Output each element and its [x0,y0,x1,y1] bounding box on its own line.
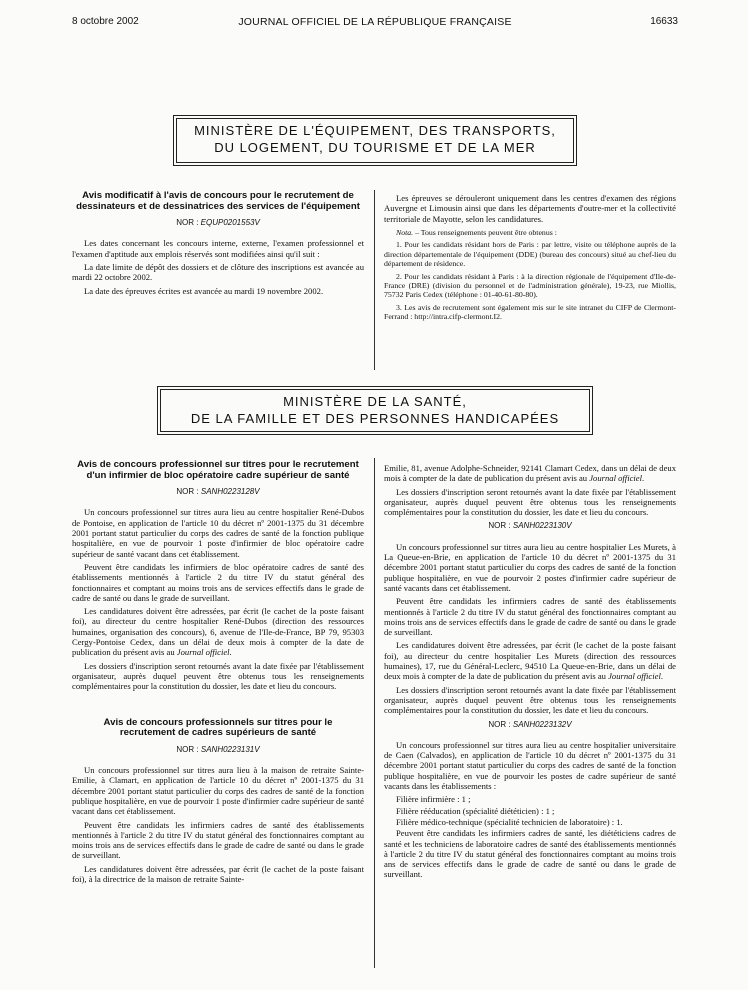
journal-title: JOURNAL OFFICIEL DE LA RÉPUBLIQUE FRANÇAISE [238,16,512,28]
ministry-heading-equipement [176,118,574,163]
paragraph: La date des épreuves écrites est avancée au mardi 19 novembre 2002. [84,285,324,296]
nor-reference: NOR : EQUP0201553V [176,218,260,228]
nor-reference: NOR : SANH0223131V [176,744,260,754]
nota-line: Nota. – Tous renseignements peuvent être obtenus : [396,227,557,237]
paragraph: Peuvent être candidats les infirmiers cadres de santé des établissements mentionnés à l'article 2 du titre IV du statut général des fonctionnaires comptant au moins trois ans de services effectifs dans le grade de cadre de santé ou dans le grade de surveillant. [384,596,676,638]
paragraph: Emilie, 81, avenue Adolphe-Schneider, 92141 Clamart Cedex, dans un délai de deux mois à compter de la date de publication du présent avis au Journal officiel. [384,463,676,484]
ministry-line: MINISTÈRE DE L'ÉQUIPEMENT, DES TRANSPORTS, [194,123,556,138]
nota-item: 2. Pour les candidats résidant à Paris : à la direction régionale de l'équipement d'Ile-de-France (DRE) (division du personnel et de l'administration générale), 19-23, rue Miollis, 75732 Paris Cedex (téléphone : 01-40-61-80-80). [384,271,676,300]
paragraph: Les dossiers d'inscription seront retournés avant la date fixée par l'établissement organisateur, auprès duquel peuvent être obtenus tous les renseignements complémentaires pour la constitution du dossier, les date et lieu du concours. [384,486,676,518]
paragraph: Les épreuves se dérouleront uniquement dans les centres d'examen des régions Auvergne et Limousin ainsi que dans les départements d'outre-mer et la collectivité territoriale de Mayotte, selon les candidatures. [384,193,676,224]
column-divider [374,190,375,370]
paragraph: Un concours professionnel sur titres aura lieu au centre hospitalier universitaire de Caen (Calvados), en application de l'article 10 du décret nº 2001-1375 du 31 décembre 2001 portant statut particulier du corps des cadres de santé de la fonction publique hospitalière, en vue de pourvoir les postes de cadre supérieur de santé vacants dans les établissements : [384,739,676,792]
list-item: Filière médico-technique (spécialité technicien de laboratoire) : 1. [396,816,623,827]
nor-reference: NOR : SANH0223128V [176,487,260,497]
nor-reference: NOR : SANH0223130V [488,521,572,531]
avis3-column-right [384,463,676,883]
notice-title: Avis de concours professionnels sur titres pour le recrutement de cadres supérieurs de santé [103,716,333,739]
avis1-column-left [72,191,364,299]
paragraph: Un concours professionnel sur titres aura lieu à la maison de retraite Sainte-Emilie, à Clamart, en application de l'article 10 du décret nº 2001-1375 du 31 décembre 2001 portant statut particulier du corps des cadres de santé de la fonction publique hospitalière, en vue de pourvoir 1 poste d'infirmier cadre supérieur de santé vacant dans cet établissement. [72,765,364,817]
ministry-heading-sante [160,389,590,432]
paragraph: Les candidatures doivent être adressées, par écrit (le cachet de la poste faisant foi), à la directrice de la maison de retraite Sainte- [72,863,364,884]
paragraph: Peuvent être candidats les infirmiers cadres de santé, les diététiciens cadres de santé et les techniciens de laboratoire cadres de santé des établissements mentionnés à l'article 2 du titre IV du statut général des fonctionnaires comptant au moins trois ans de services effectifs dans le grade de cadre de santé ou dans le grade de surveillant. [384,828,676,880]
ministry-line: DU LOGEMENT, DU TOURISME ET DE LA MER [214,140,536,155]
journal-officiel-ref: Journal officiel [589,473,642,484]
nor-code: SANH0223131V [200,744,260,754]
journal-officiel-ref: Journal officiel [176,647,230,658]
nor-code: SANH0223130V [512,521,572,531]
paragraph: Les candidatures doivent être adressées, par écrit (le cachet de la poste faisant foi), au directeur du centre hospitalier René-Dubos (direction des ressources humaines, organisation des concours), 6, avenue de l'Ile-de-France, BP 79, 95303 Cergy-Pontoise Cedex, dans un délai de deux mois à compter de la date de publication du présent avis au Journal officiel. [72,606,364,658]
page-number: 16633 [650,16,678,27]
avis2-column-left [72,460,364,887]
notice-title: Avis modificatif à l'avis de concours pour le recrutement de dessinateurs et de dessinatrices des services de l'équipement [76,190,360,212]
paragraph: Un concours professionnel sur titres aura lieu au centre hospitalier René-Dubos de Pontoise, en application de l'article 10 du décret nº 2001-1375 du 31 décembre 2001 portant statut particulier du corps des cadres de santé de la fonction publique hospitalière, en vue de pourvoir 1 poste d'infirmier de bloc opératoire cadre supérieur de santé vacant dans cet établissement. [72,507,364,559]
list-item: Filière infirmière : 1 ; [396,794,471,805]
list-item: Filière rééducation (spécialité diététicien) : 1 ; [396,805,555,816]
issue-date: 8 octobre 2002 [72,16,139,27]
journal-officiel-ref: Journal officiel [608,671,661,682]
paragraph: Les candidatures doivent être adressées, par écrit (le cachet de la poste faisant foi), au directeur du centre hospitalier Les Murets (direction des ressources humaines), 17, rue du Général-Leclerc, 94510 La Queue-en-Brie, dans un délai de deux mois à compter de la date de publication du présent avis au Journal officiel. [384,640,676,682]
nor-code: SANH0223132V [512,719,572,729]
nota-item: 1. Pour les candidats résidant hors de Paris : par lettre, visite ou téléphone auprès de la direction départementale de l'équipement (DDE) (bureau des concours) situé au chef-lieu du département de résidence. [384,240,676,269]
paragraph: Peuvent être candidats les infirmiers de bloc opératoire cadres de santé des établissements mentionnés à l'article 2 du titre IV du statut général des fonctionnaires et comptant au moins trois ans de services effectifs dans le grade de cadre de santé ou dans le grade de surveillant. [72,561,364,603]
nor-reference: NOR : SANH0223132V [488,719,572,729]
paragraph: Les dossiers d'inscription seront retournés avant la date fixée par l'établissement organisateur, auprès duquel peuvent être obtenus tous les renseignements complémentaires pour la constitution du dossier, les date et lieu du concours. [72,660,364,692]
paragraph: Peuvent être candidats les infirmiers cadres de santé des établissements mentionnés à l'article 2 du titre IV du statut général des fonctionnaires comptant au moins trois ans de services effectifs dans le grade de cadre de santé ou dans le grade de surveillant. [72,819,364,861]
paragraph: Un concours professionnel sur titres aura lieu au centre hospitalier Les Murets, à La Queue-en-Brie, en application de l'article 10 du décret nº 2001-1375 du 31 décembre 2001 portant statut particulier du corps des cadres de santé de la fonction publique hospitalière, en vue de pourvoir 2 postes d'infirmier cadre supérieur de santé vacants dans cet établissement. [384,541,676,593]
nota-item: 3. Les avis de recrutement sont également mis sur le site intranet du CIFP de Clermont-Ferrand : http://intra.cifp-clermont.I2. [384,302,676,322]
paragraph: Les dossiers d'inscription seront retournés avant la date fixée par l'établissement organisateur, auprès duquel peuvent être obtenus tous les renseignements complémentaires pour la constitution du dossier, les date et lieu du concours. [384,684,676,716]
paragraph: La date limite de dépôt des dossiers et de clôture des inscriptions est avancée au mardi 22 octobre 2002. [72,262,364,283]
nor-code: SANH0223128V [200,487,260,497]
notice-title: Avis de concours professionnel sur titres pour le recrutement d'un infirmier de bloc opératoire cadre supérieur de santé [77,459,359,481]
nor-code: EQUP0201553V [200,218,260,228]
ministry-line: DE LA FAMILLE ET DES PERSONNES HANDICAPÉES [190,411,560,426]
nota-label: Nota. [396,227,414,237]
page-header [72,16,678,32]
ministry-line: MINISTÈRE DE LA SANTÉ, [283,394,467,409]
avis1-column-right [384,193,676,325]
column-divider [374,458,375,968]
paragraph: Les dates concernant les concours interne, externe, l'examen professionnel et l'examen d'aptitude aux emplois réservés sont modifiées ainsi qu'il suit : [72,238,364,259]
